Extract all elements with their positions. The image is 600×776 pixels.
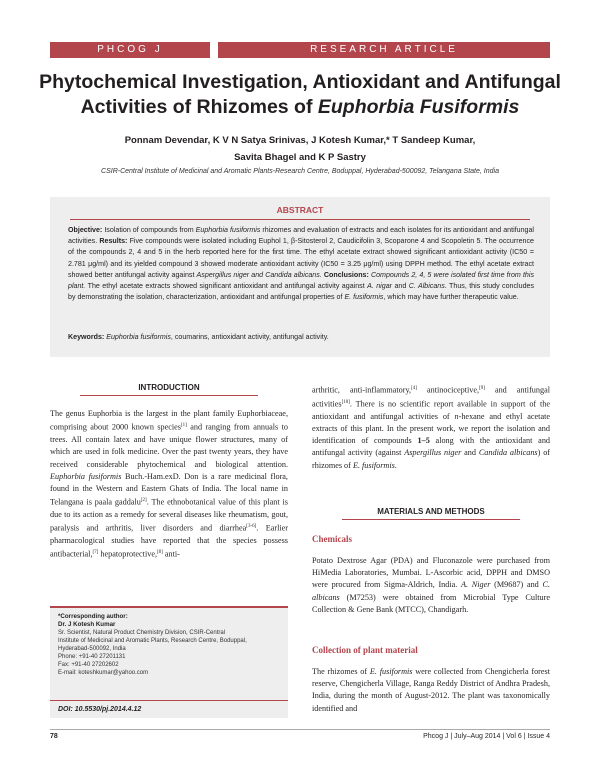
col2-text-g: and [461,448,479,458]
ref-6[interactable]: [4] [411,386,417,391]
ref-7[interactable]: [9] [479,386,485,391]
conclusions-text-d: , which may have further therapeutic value. [383,293,519,302]
conclusions-species-3: E. fusiformis [344,293,384,302]
col2-text-b: antinociceptive, [416,385,480,395]
corr-phone: Phone: +91-40 27201131 [58,654,126,660]
conclusions-text-c: . Thus, this study concludes by demonstrating the isolation, characterization, antioxidant and antifungal properties of [68,282,535,302]
chem-text-a: Potato Dextrose Agar (PDA) and Fluconazole were purchased from HiMedia Laboratories, Mumbai. L-Ascorbic acid, DPPH and DMSO were procured from Sigma-Aldrich, India. [312,556,550,590]
objective-label: Objective: [68,226,103,234]
ref-5[interactable]: [8] [157,550,163,556]
title-line-2a: Activities of Rhizomes of [80,96,318,118]
chem-text-c: (M7253) were obtained from Microbial Type Culture Collection & Gene Bank (MTCC), Chandigarh. [312,592,550,614]
corr-line: Institute of Medicinal and Aromatic Plants, Research Centre, Boduppal, [58,638,247,644]
abstract-divider [70,219,530,220]
ref-2[interactable]: [2] [140,498,147,504]
ref-3[interactable]: [3-6] [246,524,257,530]
chem-species-2: C. albicans [312,580,550,602]
intro-continued-paragraph [312,383,550,472]
intro-text-g: anti- [162,550,180,560]
col2-text-d: . There is no scientific report available in support of the antioxidant and antifungal activities of [312,399,550,421]
banner-divider [210,42,218,58]
intro-text-c: Buch.-Ham.exD. Don is a rare medicinal flora, found in the Western and Eastern Ghats of India. The local name in Telangana is paala gaddalu [50,471,288,507]
intro-text-a: The genus Euphorbia is the largest in the plant family Euphorbiaceae, comprising about 2000 known species [50,409,288,432]
intro-text-e: . Earlier pharmacological studies have reported that the species possess antibacterial, [50,524,288,560]
corr-email[interactable]: E-mail: koteshkumar@yahoo.com [58,670,149,676]
article-type: RESEARCH ARTICLE [310,44,458,55]
article-title [30,70,570,120]
col2-text-e: -hexane and ethyl acetate extracts of this plant. In the present work, we report the isolation and identification of compounds [312,411,550,446]
col2-text-i: . [394,460,397,470]
col2-n: n [454,411,459,421]
doi[interactable]: DOI: 10.5530/pj.2014.4.12 [50,700,288,718]
objective-species: Euphorbia fusiformis [195,226,261,234]
results-label: Results: [99,237,128,246]
conclusions-text-a: The ethyl acetate extracts showed significant antioxidant and antifungal activity against [85,282,368,291]
journal-name: PHCOG J [97,44,163,55]
coll-text-a: The rhizomes of [312,667,370,676]
keywords-text: , coumarins, antioxidant activity, antifungal activity. [170,333,329,341]
introduction-divider [80,395,258,396]
chemicals-paragraph [312,555,550,616]
corr-line: Hyderabad-500092, India [58,646,126,652]
title-line-1: Phytochemical Investigation, Antioxidant and Antifungal [39,71,561,93]
authors-line-1: Ponnam Devendar, K V N Satya Srinivas, J Kotesh Kumar,* T Sandeep Kumar, [124,135,476,146]
col2-text-f: along with the antioxidant and antifungal activity (against [312,436,551,458]
ref-1[interactable]: [1] [180,423,187,429]
col2-text-c: and antifungal activities [312,385,550,409]
ref-8[interactable]: [10] [341,399,350,405]
coll-species: E. fusiformis [369,667,413,676]
chemicals-heading: Chemicals [312,534,352,544]
results-text: Five compounds were isolated including Euphol 1, β-Sitosterol 2, Caudicifolin 3, Scoparone 4 and Scopoletin 5. The occurrence of the compounds 2, 4 and 5 in the herb reported here for the first time. The ethyl acetate extract showed significant antioxidant activity (IC50 = 2.781 μg/ml) and its yielded compound 3 showed moderate antioxidant activity (IC50 = 3.25 μg/ml) using DPPH method. The ethyl acetate extract showed better antifungal activity against [68,237,534,279]
col2-compounds: 1–5 [417,436,430,446]
collection-paragraph [312,666,550,715]
corresponding-author-heading: *Corresponding author: [58,613,128,620]
corresponding-author-box [50,606,288,714]
methods-heading: MATERIALS AND METHODS [377,507,485,516]
methods-divider [342,519,520,520]
objective-text: Isolation of compounds from [102,226,196,234]
abstract-heading: ABSTRACT [276,205,324,215]
ref-4[interactable]: [7] [92,550,99,556]
intro-species: Euphorbia fusiformis [50,471,122,481]
intro-text-d: . The ethnobotanical value of this plant is due to its action as a remedy for several diseases like rheumatism, gout, paralysis and arthritis, liver disorders and diarrhea [50,497,288,534]
col2-species-3: E. fusiformis [352,460,395,470]
collection-heading: Collection of plant material [312,645,418,655]
chem-text-b: (M9687) and [490,580,543,590]
coll-text-b: were collected from Chengicherla forest reserve, Chengicherla Village, Ranga Reddy District of Andhra Pradesh, India, during the month of August-2012. The plant was taxonomically identified and [312,667,551,713]
intro-text-f: hepatoprotective, [98,550,158,560]
introduction-paragraph [50,408,288,561]
journal-issue-info: Phcog J | July–Aug 2014 | Vol 6 | Issue 4 [423,733,550,740]
keywords-species: Euphorbia fusiformis [104,333,171,341]
keywords-label: Keywords: [68,333,105,341]
col2-text-h: ) of rhizomes of [312,448,551,470]
corr-fax: Fax: +91-40 27202602 [58,662,119,668]
col2-text-a: arthritic, anti-inflammatory, [312,385,412,395]
chem-species-1: A. Niger [461,580,491,590]
results-species: Aspergillus niger and Candida albicans. [196,270,322,279]
col2-species-2: Candida albicans [478,448,538,458]
keywords [68,333,534,341]
abstract-body [68,225,534,303]
affiliation: CSIR-Central Institute of Medicinal and Aromatic Plants-Research Centre, Boduppal, Hyderabad-500092, Telangana State, India [101,168,499,175]
title-species: Euphorbia Fusiformis [317,96,520,118]
authors-line-2: Savita Bhagel and K P Sastry [234,152,366,163]
conclusions-species-2: C. Albicans [408,282,445,291]
intro-text-b: and ranging from annuals to trees. All contain latex and have unique flower structures, many of which are used in folk medicine. Over the past twenty years, they have received considerable phytochemical and biological attention. [50,422,288,469]
page-number: 78 [50,733,58,740]
conclusions-italic: Compounds 2, 4, 5 were isolated first time from this plant. [68,270,534,291]
author-list [40,132,560,166]
journal-banner [50,42,550,58]
corresponding-author-name: Dr. J Kotesh Kumar [58,621,116,628]
footer-divider [50,729,550,730]
col2-species-1: Aspergillus niger [404,448,462,458]
conclusions-text-b: and [392,282,409,291]
introduction-heading: INTRODUCTION [138,383,200,392]
abstract-box [50,197,550,357]
conclusions-species-1: A. nigar [367,282,393,291]
conclusions-label: Conclusions: [321,270,369,279]
objective-text-b: rhizomes and evaluation of extracts and each isolates for its antioxidant and antifungal activities. [68,226,534,246]
corr-line: Sr. Scientist, Natural Product Chemistry Division, CSIR-Central [58,630,226,636]
